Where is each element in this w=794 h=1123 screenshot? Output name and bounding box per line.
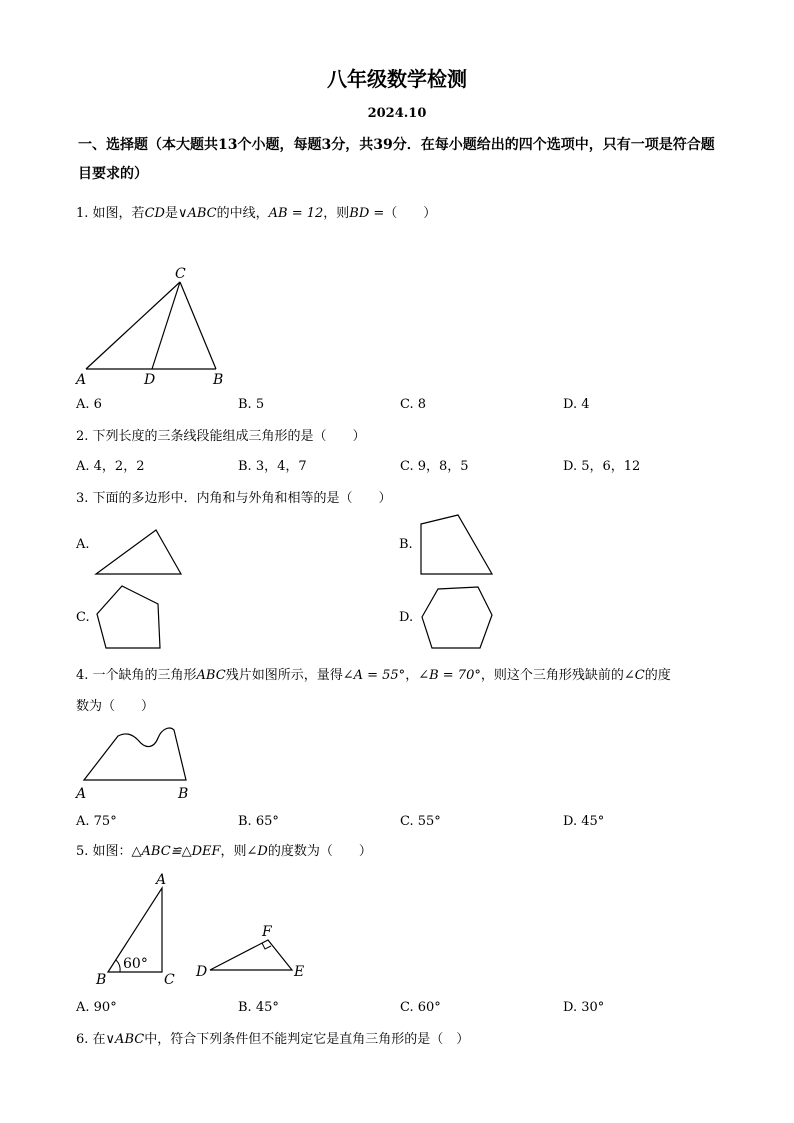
q1-text-6: ，则 <box>323 206 350 221</box>
q4-option-b[interactable]: B. 65° <box>238 814 279 829</box>
q3-option-b-quadrilateral[interactable] <box>414 512 498 580</box>
q4-option-d[interactable]: D. 45° <box>563 814 605 829</box>
q4-option-c[interactable]: C. 55° <box>400 814 441 829</box>
q1-blank: （ ） <box>384 206 437 221</box>
q5-text-4: 的度数为（ ） <box>267 844 372 859</box>
q5-option-d[interactable]: D. 30° <box>563 1000 605 1015</box>
question-6-stem <box>76 1031 469 1049</box>
q4-angle-a: ∠A = 55° <box>342 668 406 683</box>
q1-ab-value: AB = 12 <box>268 206 324 221</box>
q6-text-0: 6. 在 <box>76 1032 106 1047</box>
exam-date: 2024.10 <box>367 106 427 121</box>
q5-label-e: E <box>294 964 305 980</box>
q1-label-d: D <box>144 372 156 388</box>
q3-option-c-pentagon[interactable] <box>92 582 166 654</box>
q5-triangle-def <box>210 940 292 970</box>
q5-label-c: C <box>164 972 175 988</box>
q5-text-0: 5. 如图： <box>76 844 132 859</box>
q6-text-2: 中，符合下列条件但不能判定它是直角三角形的是（ ） <box>144 1032 470 1047</box>
q5-text-2: ，则 <box>220 844 247 859</box>
q5-label-d: D <box>196 964 208 980</box>
q5-label-f: F <box>262 924 272 940</box>
q1-option-c[interactable]: C. 8 <box>400 397 427 412</box>
q1-option-a[interactable]: A. 6 <box>76 397 102 412</box>
q2-option-b[interactable]: B. 3，4，7 <box>238 459 307 474</box>
question-4-stem-line2: 数为（ ） <box>76 699 155 714</box>
q6-triangle-abc: ∨ABC <box>105 1032 145 1047</box>
q2-option-a[interactable]: A. 4，2，2 <box>76 459 145 474</box>
q4-angle-b: ∠B = 70° <box>418 668 481 683</box>
q1-label-b: B <box>213 372 224 388</box>
question-2-stem: 2. 下列长度的三条线段能组成三角形的是（ ） <box>76 429 366 444</box>
q1-triangle-abc: ∨ABC <box>177 206 217 221</box>
q3-option-a-label[interactable]: A. <box>76 537 90 552</box>
q5-congruent-triangles-figure <box>90 868 310 990</box>
q1-option-d[interactable]: D. 4 <box>563 397 590 412</box>
q4-triangle-abc: ABC <box>196 668 226 683</box>
q4-text-2: 残片如图所示，量得 <box>225 668 343 683</box>
q4-label-a: A <box>76 786 87 802</box>
q5-option-c[interactable]: C. 60° <box>400 1000 441 1015</box>
q5-label-b: B <box>96 972 107 988</box>
q4-label-b: B <box>178 786 189 802</box>
q1-label-c: C <box>175 266 186 282</box>
q3-option-a-triangle[interactable] <box>92 526 187 580</box>
q5-right-angle-mark <box>262 943 271 949</box>
question-4-stem <box>76 667 671 685</box>
q2-option-d[interactable]: D. 5，6，12 <box>563 459 641 474</box>
q4-text-4: ， <box>405 668 419 683</box>
q3-option-d-hexagon[interactable] <box>416 584 496 654</box>
q3-option-b-label[interactable]: B. <box>399 537 413 552</box>
q1-triangle-figure <box>70 262 240 392</box>
q4-text-8: 的度 <box>644 668 671 683</box>
q1-text-0: 如图，若 <box>92 206 145 221</box>
q1-text-2: 是 <box>164 206 178 221</box>
q4-text-0: 4. 一个缺角的三角形 <box>76 668 197 683</box>
q5-option-a[interactable]: A. 90° <box>76 1000 117 1015</box>
q4-option-a[interactable]: A. 75° <box>76 814 117 829</box>
q1-side-cb <box>180 282 216 369</box>
q5-label-a: A <box>156 872 167 888</box>
q3-option-c-label[interactable]: C. <box>76 610 90 625</box>
q1-bd: BD = <box>349 206 385 221</box>
q3-option-d-label[interactable]: D. <box>399 610 414 625</box>
q1-option-b[interactable]: B. 5 <box>238 397 265 412</box>
section-heading: 一、选择题（本大题共13个小题，每题3分，共39分．在每小题给出的四个选项中，只有一项是符合题目要求的） <box>78 137 715 182</box>
q5-congruence: △ABC≌△DEF <box>131 844 221 859</box>
q5-angle-label: 60° <box>123 956 148 972</box>
q1-segment-cd: CD <box>144 206 165 221</box>
q1-label-a: A <box>76 372 87 388</box>
q5-option-b[interactable]: B. 45° <box>238 1000 279 1015</box>
q1-text-4: 的中线， <box>216 206 269 221</box>
question-3-stem: 3. 下面的多边形中．内角和与外角和相等的是（ ） <box>76 491 392 506</box>
q5-angle-b-arc <box>116 960 120 972</box>
q4-broken-triangle-figure <box>70 720 200 804</box>
q4-text-6: ，则这个三角形残缺前的 <box>480 668 624 683</box>
page-title: 八年级数学检测 <box>327 67 467 91</box>
question-5-stem <box>76 843 372 861</box>
q1-number: 1. <box>76 206 93 221</box>
q5-angle-d: ∠D <box>246 844 268 859</box>
q2-option-c[interactable]: C. 9，8，5 <box>400 459 469 474</box>
q4-angle-c: ∠C <box>623 668 645 683</box>
question-1-stem <box>76 205 436 223</box>
